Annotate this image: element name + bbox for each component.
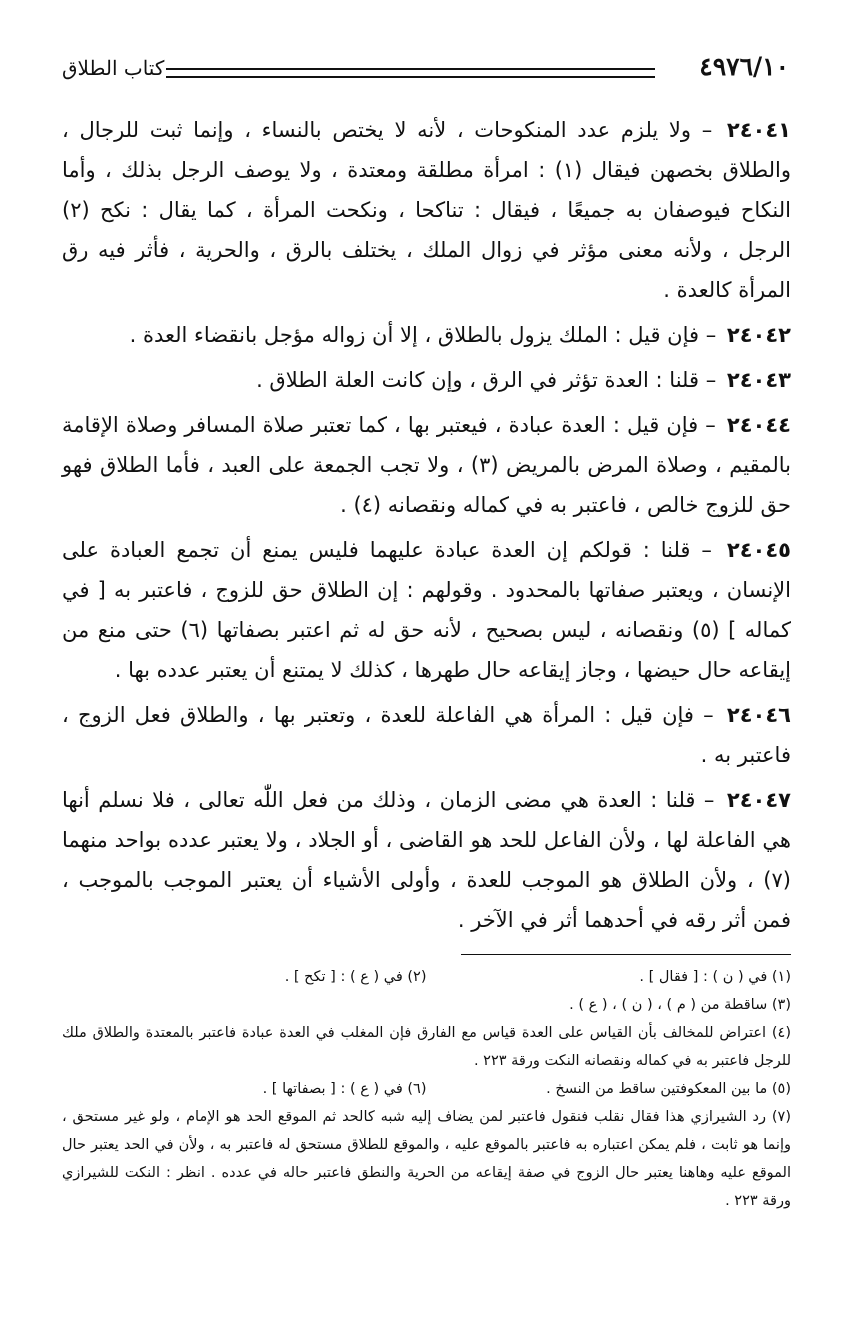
footnote-6: (٦) في ( ع ) : [ بصفاتها ] . [262,1081,427,1097]
paragraph [62,405,791,525]
paragraph-text: – ولا يلزم عدد المنكوحات ، لأنه لا يختص بالنساء ، وإنما ثبت للرجال ، والطلاق بخصهن فيقال (١) : امرأة مطلقة ومعتدة ، ولا يوصف الرجل بذلك ، وأما النكاح فيوصفان به جميعًا ، فيقال : تناكحا ، ونكحت المرأة ، كما يقال : نكح (٢) الرجل ، ولأنه معنى مؤثر في زوال الملك ، يختلف بالرق ، والحرية ، فأثر فيه رق المرأة كالعدة . [62,118,791,302]
main-text [62,110,791,945]
paragraph-number: ٢٤٠٤٥ [726,538,791,562]
paragraph-text: – فإن قيل : المرأة هي الفاعلة للعدة ، وتعتبر بها ، والطلاق فعل الزوج ، فاعتبر به . [62,703,791,767]
paragraph [62,530,791,690]
footnote-separator [461,954,791,955]
paragraph [62,315,791,355]
footnote-2: (٢) في ( ع ) : [ تكح ] . [284,969,427,985]
page-header [62,52,789,88]
footnote-row [62,963,791,991]
paragraph-text: – قلنا : العدة تؤثر في الرق ، وإن كانت العلة الطلاق . [256,368,717,392]
paragraph-text: – فإن قيل : الملك يزول بالطلاق ، إلا أن زواله مؤجل بانقضاء العدة . [129,323,717,347]
paragraph [62,780,791,940]
running-title: كتاب الطلاق [62,56,165,80]
paragraph [62,695,791,775]
footnote-3: (٣) ساقطة من ( م ) ، ( ن ) ، ( ع ) . [569,997,791,1013]
footnote-row [62,1075,791,1103]
paragraph-number: ٢٤٠٤١ [726,118,791,142]
paragraph-number: ٢٤٠٤٦ [726,703,791,727]
paragraph-text: – قلنا : قولكم إن العدة عبادة عليهما فليس يمنع أن تجمع العبادة على الإنسان ، ويعتبر صفاتها بالمحدود . وقولهم : إن الطلاق حق للزوج ، فاعتبر به [ في كماله ] (٥) ونقصانه ، ليس بصحيح ، لأنه حق له ثم اعتبر بصفاتها (٦) حتى منع من إيقاعه حال حيضها ، وجاز إيقاعه حال طهرها ، كذلك لا يمتنع أن يعتبر عدده بها . [62,538,791,682]
paragraph-number: ٢٤٠٤٣ [726,368,791,392]
paragraph-text: – فإن قيل : العدة عبادة ، فيعتبر بها ، كما تعتبر صلاة المسافر وصلاة الإقامة بالمقيم ، وصلاة المرض بالمريض (٣) ، ولا تجب الجمعة على العبد ، فأما الطلاق فهو حق للزوج خالص ، فاعتبر به في كماله ونقصانه (٤) . [62,413,791,517]
paragraph [62,360,791,400]
paragraph-number: ٢٤٠٤٢ [726,323,791,347]
footnote-5: (٥) ما بين المعكوفتين ساقط من النسخ . [546,1081,791,1097]
footnotes [62,963,791,1215]
header-double-rule [166,68,655,78]
paragraph-number: ٢٤٠٤٧ [726,788,791,812]
paragraph-text: – قلنا : العدة هي مضى الزمان ، وذلك من فعل اللّٰه تعالى ، فلا نسلم أنها هي الفاعلة لها ، ولأن الفاعل للحد هو القاضى ، أو الجلاد ، ولا يعتبر عدده بواحد منهما (٧) ، ولأن الطلاق هو الموجب للعدة ، وأولى الأشياء أن يعتبر الموجب بالموجب ، فمن أثر رقه في أحدهما أثر في الآخر . [62,788,791,932]
paragraph [62,110,791,310]
paragraph-number: ٢٤٠٤٤ [726,413,791,437]
footnote-4: (٤) اعتراض للمخالف بأن القياس على العدة قياس مع الفارق فإن المغلب في العدة عبادة فاعتبر بالمعتدة والطلاق ملك للرجل فاعتبر به في كماله ونقصانه النكت ورقة ٢٢٣ . [62,1025,791,1069]
footnote-7: (٧) رد الشيرازي هذا فقال نقلب فنقول فاعتبر لمن يضاف إليه شبه كالحد ثم الموقع الحد هو الإمام ، ولو غير مستحق ، وإنما هو ثابت ، فلم يمكن اعتباره به فاعتبر بالموقع عليه ، والموقع للطلاق مستحق له فاعتبر به ، ولأن في الحد يعتبر حال الموقع عليه وهاهنا يعتبر حال الزوج في صفة إيقاعه من الحرية والنطق فاعتبر حاله في عدده . انظر : النكت للشيرازي ورقة ٢٢٣ . [62,1109,791,1209]
page-number: ٤٩٧٦/١٠ [699,52,789,81]
footnote-1: (١) في ( ن ) : [ فقال ] . [639,969,791,985]
